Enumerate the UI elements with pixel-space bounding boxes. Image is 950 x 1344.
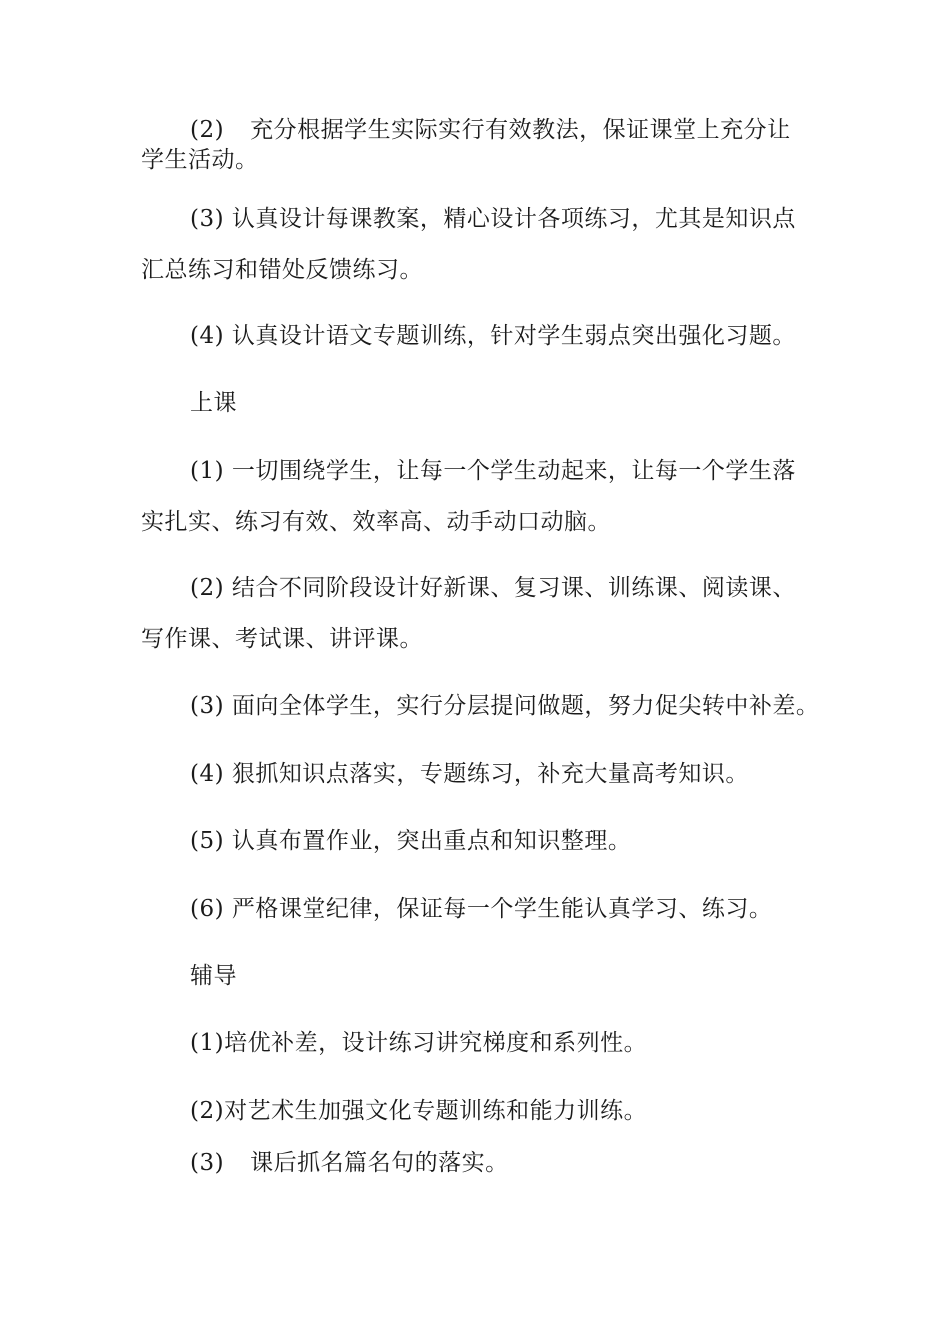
paragraph-line: (1) 一切围绕学生，让每一个学生动起来，让每一个学生落 [190, 458, 796, 484]
item-number: (2) [190, 117, 225, 143]
paragraph-line [190, 116, 791, 144]
paragraph-line: 实扎实、练习有效、效率高、动手动口动脑。 [141, 509, 611, 535]
paragraph-line: 写作课、考试课、讲评课。 [141, 626, 423, 652]
item-number: (3) [190, 1150, 225, 1176]
paragraph-line: (1)培优补差，设计练习讲究梯度和系列性。 [190, 1030, 648, 1056]
section-heading: 上课 [190, 390, 237, 416]
paragraph-line: (5) 认真布置作业，突出重点和知识整理。 [190, 828, 632, 854]
paragraph-line: (6) 严格课堂纪律，保证每一个学生能认真学习、练习。 [190, 896, 773, 922]
paragraph-line: (4) 狠抓知识点落实，专题练习，补充大量高考知识。 [190, 761, 749, 787]
section-heading: 辅导 [190, 963, 237, 989]
paragraph-line: 汇总练习和错处反馈练习。 [141, 257, 423, 283]
paragraph-line: (3) 认真设计每课教案，精心设计各项练习，尤其是知识点 [190, 206, 796, 232]
paragraph-line: (4) 认真设计语文专题训练，针对学生弱点突出强化习题。 [190, 323, 796, 349]
paragraph-line: (2) 结合不同阶段设计好新课、复习课、训练课、阅读课、 [190, 575, 796, 601]
paragraph-text: 课后抓名篇名句的落实。 [250, 1150, 509, 1176]
paragraph-line: (3) 面向全体学生，实行分层提问做题，努力促尖转中补差。 [190, 693, 820, 719]
paragraph-line: 学生活动。 [141, 147, 259, 173]
paragraph-text: 充分根据学生实际实行有效教法，保证课堂上充分让 [250, 117, 791, 143]
paragraph-line [190, 1149, 509, 1177]
paragraph-line: (2)对艺术生加强文化专题训练和能力训练。 [190, 1098, 648, 1124]
